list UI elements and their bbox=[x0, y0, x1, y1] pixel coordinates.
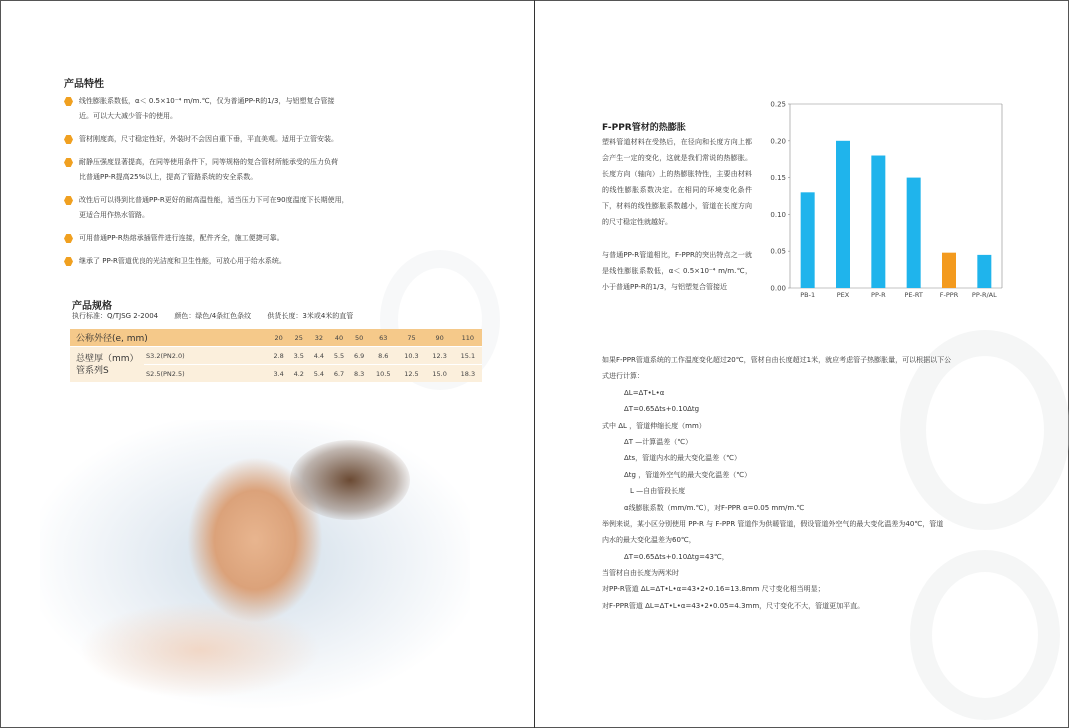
feature-item bbox=[64, 132, 404, 147]
fppr-paragraph: 与普通PP-R管道相比，F-PPR的突出特点之一就是线性膨胀系数低，α＜ 0.5×10⁻⁴ m/m.℃，小于普通PP-R的1/3，与铝塑复合管接近 bbox=[602, 251, 752, 291]
table-cell: 18.3 bbox=[454, 365, 482, 383]
spec-length: 供货长度：3米或4米的直管 bbox=[267, 312, 354, 320]
feature-list bbox=[64, 94, 404, 277]
expansion-bar-chart bbox=[760, 96, 1010, 306]
x-tick-label: PB-1 bbox=[800, 291, 816, 299]
row-label-line: 管系列S bbox=[76, 365, 109, 376]
bar-pp-r-al bbox=[977, 255, 991, 288]
spec-standard: 执行标准：Q/TJSG 2-2004 bbox=[72, 312, 159, 320]
feature-item bbox=[64, 155, 404, 185]
table-header-row bbox=[70, 329, 482, 347]
feature-item bbox=[64, 231, 404, 246]
hexagon-bullet-icon bbox=[64, 135, 73, 144]
table-cell: 5.5 bbox=[329, 347, 349, 365]
table-cell: 20 bbox=[269, 329, 289, 347]
hexagon-bullet-icon bbox=[64, 97, 73, 106]
formula-line: ΔT=0.65Δts+0.10Δtg=43℃， bbox=[624, 552, 729, 561]
table-cell: 75 bbox=[397, 329, 425, 347]
hexagon-bullet-icon bbox=[64, 234, 73, 243]
series-label: S3.2(PN2.0) bbox=[144, 347, 269, 365]
formula-line: ΔT=0.65Δts+0.10Δtg bbox=[624, 405, 700, 414]
table-cell: 15.1 bbox=[454, 347, 482, 365]
table-cell: 110 bbox=[454, 329, 482, 347]
series-label: S2.5(PN2.5) bbox=[144, 365, 269, 383]
table-cell: 6.7 bbox=[329, 365, 349, 383]
bar-f-ppr bbox=[942, 253, 956, 288]
table-cell: 90 bbox=[426, 329, 454, 347]
y-tick-label: 0.15 bbox=[770, 174, 786, 183]
bar-pp-r bbox=[871, 156, 885, 288]
hexagon-bullet-icon bbox=[64, 196, 73, 205]
formula-line: 如果F-PPR管道系统的工作温度变化超过20℃，管材自由长度超过1米，就应考虑管子热膨胀量，可以根据以下公 bbox=[602, 356, 952, 364]
feature-line: 耐静压强度显著提高，在同等使用条件下，同等规格的复合管材所能承受的压力负荷 bbox=[79, 158, 338, 166]
feature-line: 比普通PP-R提高25%以上，提高了管路系统的安全系数。 bbox=[79, 173, 258, 181]
feature-line: 改性后可以得到比普通PP-R更好的耐高温性能，适当压力下可在90度温度下长期使用， bbox=[79, 196, 349, 204]
feature-item bbox=[64, 94, 404, 124]
spec-info bbox=[72, 311, 367, 321]
woman-washing-face-photo bbox=[40, 420, 470, 710]
table-cell: 10.5 bbox=[369, 365, 397, 383]
table-cell: 10.3 bbox=[397, 347, 425, 365]
feature-line: 更适合用作热水管路。 bbox=[79, 211, 149, 219]
x-tick-label: F-PPR bbox=[939, 291, 959, 299]
formula-line: α线膨胀系数（mm/m.℃），对F-PPR α=0.05 mm/m.℃ bbox=[624, 503, 805, 512]
row-label-line: 总壁厚（mm） bbox=[76, 353, 139, 364]
formula-line: 对PP-R管道 ΔL=ΔT•L•α=43•2•0.16=13.8mm 尺寸变化相当明显； bbox=[602, 585, 825, 594]
y-tick-label: 0.25 bbox=[770, 100, 786, 109]
header-label: 公称外径(e, mm) bbox=[70, 329, 269, 347]
table-cell: 8.6 bbox=[369, 347, 397, 365]
feature-item bbox=[64, 254, 404, 269]
y-tick-label: 0.05 bbox=[770, 247, 786, 256]
row-label bbox=[70, 347, 144, 383]
formula-line: 式进行计算： bbox=[602, 372, 644, 381]
bar-pe-rt bbox=[907, 178, 921, 288]
formula-line: 对F-PPR管道 ΔL=ΔT•L•α=43•2•0.05=4.3mm，尺寸变化不大，管道更加平直。 bbox=[602, 601, 865, 610]
y-tick-labels bbox=[770, 101, 790, 293]
photo-hair-shape bbox=[290, 440, 410, 520]
x-tick-label: PP-R bbox=[871, 291, 886, 299]
formula-line: 当管材自由长度为两米时 bbox=[602, 569, 679, 578]
formula-line: 式中 ΔL ，管道伸缩长度（mm） bbox=[602, 421, 706, 430]
table-cell: 4.2 bbox=[289, 365, 309, 383]
table-cell: 4.4 bbox=[309, 347, 329, 365]
formula-line: L —自由管段长度 bbox=[630, 487, 686, 496]
table-cell: 32 bbox=[309, 329, 329, 347]
feature-item bbox=[64, 193, 404, 223]
y-tick-label: 0.00 bbox=[770, 284, 786, 293]
formula-line: Δtg ，管道外空气的最大变化温差（℃） bbox=[624, 470, 752, 479]
table-cell: 15.0 bbox=[426, 365, 454, 383]
formula-line: 举例来说，某小区分别使用 PP-R 与 F-PPR 管道作为供暖管道，假设管道外空气的最大变化温差为40℃，管道 bbox=[602, 519, 944, 528]
table-row bbox=[70, 347, 482, 365]
table-cell: 63 bbox=[369, 329, 397, 347]
table-cell: 3.5 bbox=[289, 347, 309, 365]
spec-color: 颜色：绿色/4条红色条纹 bbox=[174, 312, 252, 320]
expansion-formula-block bbox=[602, 352, 1032, 614]
feature-line: 继承了 PP-R管道优良的光洁度和卫生性能，可放心用于给水系统。 bbox=[79, 257, 286, 265]
chart-frame bbox=[790, 104, 1002, 288]
spec-table bbox=[70, 329, 482, 382]
hexagon-bullet-icon bbox=[64, 257, 73, 266]
spec-title: 产品规格 bbox=[72, 301, 112, 312]
x-tick-label: PE-RT bbox=[904, 291, 923, 299]
feature-line: 线性膨胀系数低，α＜ 0.5×10⁻⁴ m/m.℃，仅为普通PP-R的1/3，与铝塑复合管接 bbox=[79, 97, 335, 105]
table-cell: 2.8 bbox=[269, 347, 289, 365]
table-cell: 12.5 bbox=[397, 365, 425, 383]
x-tick-label: PP-R/AL bbox=[971, 291, 997, 299]
x-tick-labels bbox=[800, 291, 997, 299]
table-cell: 25 bbox=[289, 329, 309, 347]
table-cell: 50 bbox=[349, 329, 369, 347]
y-tick-label: 0.10 bbox=[770, 210, 786, 219]
bar-pex bbox=[836, 141, 850, 288]
feature-line: 可用普通PP-R热熔承插管件进行连接，配件齐全，施工便捷可靠。 bbox=[79, 234, 284, 242]
table-cell: 40 bbox=[329, 329, 349, 347]
bars bbox=[801, 141, 992, 288]
feature-line: 近。可以大大减少管卡的使用。 bbox=[79, 112, 177, 120]
table-cell: 12.3 bbox=[426, 347, 454, 365]
thermal-paragraph: 塑料管道材料在受热后，在径向和长度方向上都会产生一定的变化，这就是我们常说的热膨胀。长度方向（轴向）上的热膨胀特性，主要由材料的线性膨胀系数决定。在相同的环境变化条件下，材料的线性膨胀系数越小，管道在长度方向的尺寸稳定性就越好。 bbox=[602, 138, 752, 226]
page-spine bbox=[534, 0, 535, 728]
hexagon-bullet-icon bbox=[64, 158, 73, 167]
table-cell: 3.4 bbox=[269, 365, 289, 383]
formula-line: ΔT —计算温差（℃） bbox=[624, 437, 693, 446]
thermal-title: F-PPR管材的热膨胀 bbox=[602, 123, 686, 133]
table-cell: 8.3 bbox=[349, 365, 369, 383]
formula-line: ΔL=ΔT•L•α bbox=[624, 388, 665, 397]
formula-line: 内水的最大变化温差为60℃， bbox=[602, 536, 696, 545]
table-cell: 5.4 bbox=[309, 365, 329, 383]
formula-line: Δts，管道内水的最大变化温差（℃） bbox=[624, 454, 742, 463]
table-cell: 6.9 bbox=[349, 347, 369, 365]
feature-line: 管材刚度高，尺寸稳定性好，外装时不会因自重下垂，平直美观。适用于立管安装。 bbox=[79, 135, 338, 143]
features-title: 产品特性 bbox=[64, 79, 104, 90]
bar-pb-1 bbox=[801, 192, 815, 288]
x-tick-label: PEX bbox=[836, 291, 850, 299]
y-tick-label: 0.20 bbox=[770, 137, 786, 146]
